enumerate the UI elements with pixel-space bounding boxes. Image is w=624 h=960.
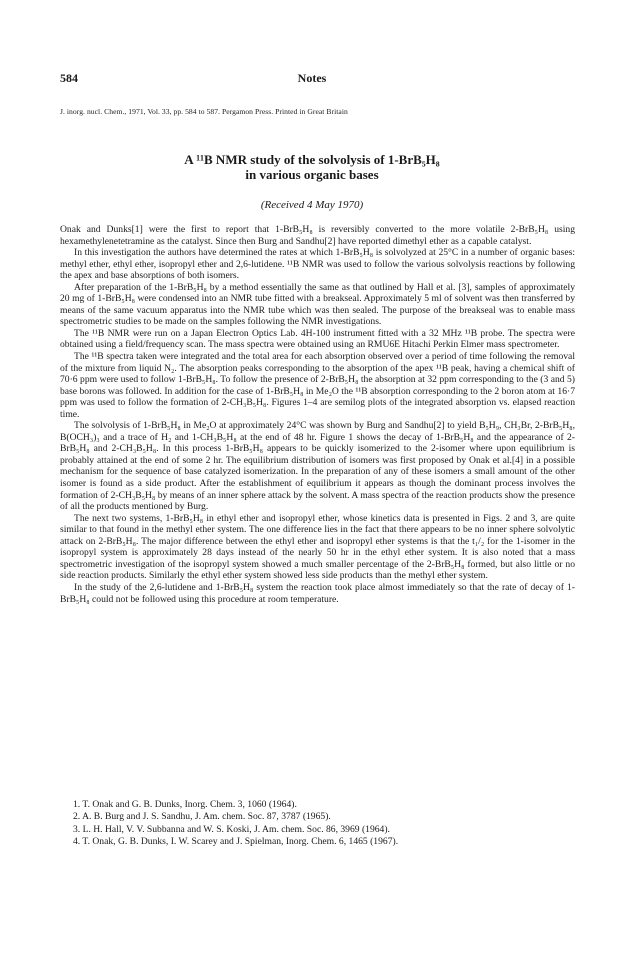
reference-item: 3. L. H. Hall, V. V. Subbanna and W. S. Koski, J. Am. chem. Soc. 86, 3969 (1964). — [73, 823, 390, 835]
article-title-line-1: A ¹¹B NMR study of the solvolysis of 1-BrB₅H₈ — [184, 152, 440, 167]
paragraph: The next two systems, 1-BrB₅H₈ in ethyl ether and isopropyl ether, whose kinetics data is presented in Figs. 2 and 3, are quite similar to that found in the methyl ether system. The one difference lies in the fact that there appears to be no inner sphere solvolytic attack on 2-BrB₅H₈. The major difference between the ethyl ether and isopropyl ether systems is that the t₁/₂ for the 1-isomer in the isopropyl system is approximately 28 days instead of the nearly 50 hr in the ethyl ether system. It is also noted that a mass spectrometric investigation of the isopropyl system showed a much smaller percentage of the 2-BrB₅H₈ formed, but also little or no side reaction products. Similarly the ethyl ether system showed less side products than the methyl ether system. — [60, 512, 575, 582]
received-date: (Received 4 May 1970) — [260, 199, 364, 211]
paragraph: The solvolysis of 1-BrB₅H₈ in Me₂O at approximately 24°C was shown by Burg and Sandhu[2] to yield B₅H₉, CH₃Br, 2-BrB₅H₈, B(OCH₃)₃ and a trace of H₂ and 1-CH₃B₅H₈ at the end of 48 hr. Figure 1 shows the decay of 1-BrB₅H₈ and the appearance of 2-BrB₅H₈ and 2-CH₃B₅H₈. In this process 1-BrB₅H₈ appears to be quickly isomerized to the 2-isomer where upon equilibrium is probably attained at the end of some 2 hr. The equilibrium distribution of isomers was first proposed by Onak et al.[4] in a possible mechanism for the sequence of base catalyzed isomerization. In the preparation of any of these isomers a small amount of the other isomer is found as a side product. After the establishment of equilibrium it appears as though the dominant process involves the formation of 2-CH₃B₅H₈ by means of an inner sphere attack by the solvent. A mass spectra of the reaction products show the presence of all the products mentioned by Burg. — [60, 420, 575, 513]
page-number: 584 — [60, 71, 78, 85]
article-title-line-2: in various organic bases — [245, 167, 379, 182]
paragraph: After preparation of the 1-BrB₅H₈ by a method essentially the same as that outlined by Hall et al. [3], samples of approximately 20 mg of 1-BrB₅H₈ were condensed into an NMR tube fitted with a breakseal. Approximately 5 ml of solvent was then transferred by means of the same vacuum apparatus into the NMR tube which was then sealed. The purpose of the breakseal was to enable mass spectrometric studies to be made on the samples following the NMR investigations. — [60, 281, 575, 328]
paragraph: Onak and Dunks[1] were the first to report that 1-BrB₅H₈ is reversibly converted to the more volatile 2-BrB₅H₈ using hexamethylenetetramine as the catalyst. Since then Burg and Sandhu[2] have reported dimethyl ether as a capable catalyst. — [60, 224, 575, 247]
paragraph: In the study of the 2,6-lutidene and 1-BrB₅H₈ system the reaction took place almost immediately so that the rate of decay of 1-BrB₅H₈ could not be followed using this procedure at room temperature. — [60, 581, 575, 605]
article-body — [60, 224, 575, 605]
reference-item: 2. A. B. Burg and J. S. Sandhu, J. Am. chem. Soc. 87, 3787 (1965). — [73, 811, 331, 823]
reference-item: 4. T. Onak, G. B. Dunks, I. W. Scarey and J. Spielman, Inorg. Chem. 6, 1465 (1967). — [73, 836, 399, 848]
reference-item: 1. T. Onak and G. B. Dunks, Inorg. Chem. 3, 1060 (1964). — [73, 799, 297, 810]
paragraph: In this investigation the authors have determined the rates at which 1-BrB₅H₈ is solvolyzed at 25°C in a number of organic bases: methyl ether, ethyl ether, isopropyl ether and 2,6-lutidene. ¹¹B NMR was used to follow the various solvolysis reactions by following the apex and base absorptions of both isomers. — [60, 247, 575, 282]
article-title — [60, 152, 564, 182]
paragraph: The ¹¹B NMR were run on a Japan Electron Optics Lab. 4H-100 instrument fitted with a 32 MHz ¹¹B probe. The spectra were obtained using a field/frequency scan. The mass spectra were obtained using an RMU6E Hitachi Perkin Elmer mass spectrometer. — [60, 327, 575, 351]
paragraph: The ¹¹B spectra taken were integrated and the total area for each absorption observed over a period of time following the removal of the mixture from liquid N₂. The absorption peaks corresponding to the absorption of the apex ¹¹B peak, having a chemical shift of 70·6 ppm were used to follow 1-BrB₅H₈. To follow the presence of 2-BrB₅H₈ the absorption at 32 ppm corresponding to the (3 and 5) base borons was followed. In addition for the case of 1-BrB₅H₈ in Me₂O the ¹¹B absorption corresponding to the 2 boron atom at 16·7 ppm was used to follow the formation of 2-CH₃B₅H₈. Figures 1–4 are semilog plots of the integrated absorption vs. elapsed reaction time. — [60, 351, 575, 420]
section-header: Notes — [297, 71, 327, 85]
journal-reference: J. inorg. nucl. Chem., 1971, Vol. 33, pp. 584 to 587. Pergamon Press. Printed in Great Britain — [60, 107, 348, 116]
reference-list — [73, 799, 575, 849]
